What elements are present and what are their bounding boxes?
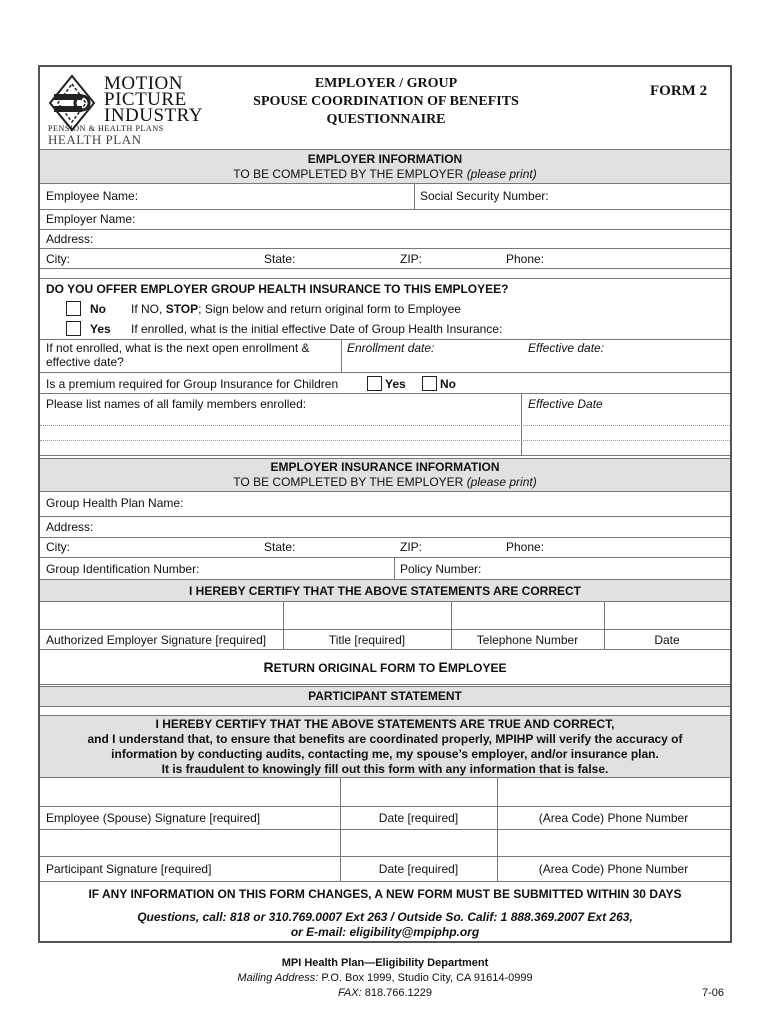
certify-statement: I HEREBY CERTIFY THAT THE ABOVE STATEMENTS ARE CORRECT <box>188 584 582 598</box>
logo-line-3: INDUSTRY <box>104 105 204 126</box>
eligibility-dept: MPI Health Plan—Eligibility Department <box>281 957 489 969</box>
city-label: City: <box>46 252 70 266</box>
ssn-label: Social Security Number: <box>420 189 549 203</box>
group-plan-name-label: Group Health Plan Name: <box>46 496 184 510</box>
employer-signature-label: Authorized Employer Signature [required] <box>46 633 267 647</box>
logo-line-5: HEALTH PLAN <box>48 132 142 147</box>
family-effective-date-label: Effective Date <box>528 397 603 411</box>
title-label: Title [required] <box>328 633 406 647</box>
form-title-line-2: SPOUSE COORDINATION OF BENEFITS <box>253 94 519 109</box>
no-label: No <box>90 302 106 316</box>
employer-insurance-heading: EMPLOYER INSURANCE INFORMATION <box>270 460 500 474</box>
plan-city-label: City: <box>46 540 70 554</box>
form-title-line-3: QUESTIONNAIRE <box>326 112 446 127</box>
premium-no-label: No <box>440 377 456 391</box>
form-number: FORM 2 <box>650 83 708 99</box>
plan-phone-label: Phone: <box>506 540 545 554</box>
family-members-label: Please list names of all family members enrolled: <box>46 397 307 411</box>
participant-cert-line-4: It is fraudulent to knowingly fill out this form with any information that is false. <box>161 762 609 776</box>
telephone-label: Telephone Number <box>476 633 579 647</box>
premium-question: Is a premium required for Group Insurance for Children <box>46 377 339 391</box>
enrollment-date-label: Enrollment date: <box>347 341 435 355</box>
no-checkbox[interactable] <box>66 301 81 316</box>
date-label: Date <box>654 633 680 647</box>
effective-date-label: Effective date: <box>528 341 605 355</box>
changes-notice: IF ANY INFORMATION ON THIS FORM CHANGES, A NEW FORM MUST BE SUBMITTED WITHIN 30 DAYS <box>88 887 682 901</box>
premium-yes-label: Yes <box>385 377 406 391</box>
employer-insurance-sub: TO BE COMPLETED BY THE EMPLOYER (please print) <box>233 475 537 489</box>
plan-address-label: Address: <box>46 520 94 534</box>
spouse-signature-label: Employee (Spouse) Signature [required] <box>46 811 261 825</box>
premium-no-checkbox[interactable] <box>422 376 437 391</box>
policy-number-label: Policy Number: <box>400 562 482 576</box>
participant-cert-line-1: I HEREBY CERTIFY THAT THE ABOVE STATEMENTS ARE TRUE AND CORRECT, <box>155 717 615 731</box>
form-title-line-1: EMPLOYER / GROUP <box>314 76 458 91</box>
address-label: Address: <box>46 232 94 246</box>
participant-heading: PARTICIPANT STATEMENT <box>308 689 462 703</box>
yes-label: Yes <box>90 322 111 336</box>
questions-line-1: Questions, call: 818 or 310.769.0007 Ext 263 / Outside So. Calif: 1 888.369.2007 Ext 263, <box>137 910 633 924</box>
phone-label: Phone: <box>506 252 545 266</box>
not-enrolled-line-2: effective date? <box>46 355 124 369</box>
premium-yes-checkbox[interactable] <box>367 376 382 391</box>
spouse-phone-label: (Area Code) Phone Number <box>538 811 689 825</box>
yes-instruction: If enrolled, what is the initial effective Date of Group Health Insurance: <box>131 322 503 336</box>
employer-info-heading: EMPLOYER INFORMATION <box>307 152 463 166</box>
participant-date-label: Date [required] <box>378 862 459 876</box>
logo-line-2: PICTURE <box>104 89 187 110</box>
spouse-date-label: Date [required] <box>378 811 459 825</box>
not-enrolled-line-1: If not enrolled, what is the next open enrollment & <box>46 341 310 355</box>
employer-info-sub: TO BE COMPLETED BY THE EMPLOYER (please print) <box>233 167 537 181</box>
group-id-label: Group Identification Number: <box>46 562 200 576</box>
employee-name-label: Employee Name: <box>46 189 139 203</box>
logo-line-1: MOTION <box>104 73 183 94</box>
logo-line-4: PENSION & HEALTH PLANS <box>48 124 164 133</box>
plan-zip-label: ZIP: <box>400 540 423 554</box>
fax-number: FAX: 818.766.1229 <box>338 987 432 999</box>
no-instruction: If NO, STOP; Sign below and return original form to Employee <box>131 302 461 316</box>
participant-phone-label: (Area Code) Phone Number <box>538 862 689 876</box>
yes-checkbox[interactable] <box>66 321 81 336</box>
offer-insurance-question: DO YOU OFFER EMPLOYER GROUP HEALTH INSURANCE TO THIS EMPLOYEE? <box>46 282 509 296</box>
revision-date: 7-06 <box>702 987 725 999</box>
participant-cert-line-2: and I understand that, to ensure that benefits are coordinated properly, MPIHP will verify the accuracy of <box>87 732 683 746</box>
mailing-address: Mailing Address: P.O. Box 1999, Studio City, CA 91614-0999 <box>237 972 533 984</box>
plan-state-label: State: <box>264 540 296 554</box>
zip-label: ZIP: <box>400 252 423 266</box>
participant-cert-line-3: information by conducting audits, contacting me, my spouse’s employer, and/or insurance plan. <box>111 747 659 761</box>
participant-signature-label: Participant Signature [required] <box>46 862 212 876</box>
state-label: State: <box>264 252 296 266</box>
questions-line-2: or E-mail: eligibility@mpiphp.org <box>290 925 480 939</box>
return-form-notice: RETURN ORIGINAL FORM TO EMPLOYEE <box>263 659 507 675</box>
employer-name-label: Employer Name: <box>46 212 136 226</box>
